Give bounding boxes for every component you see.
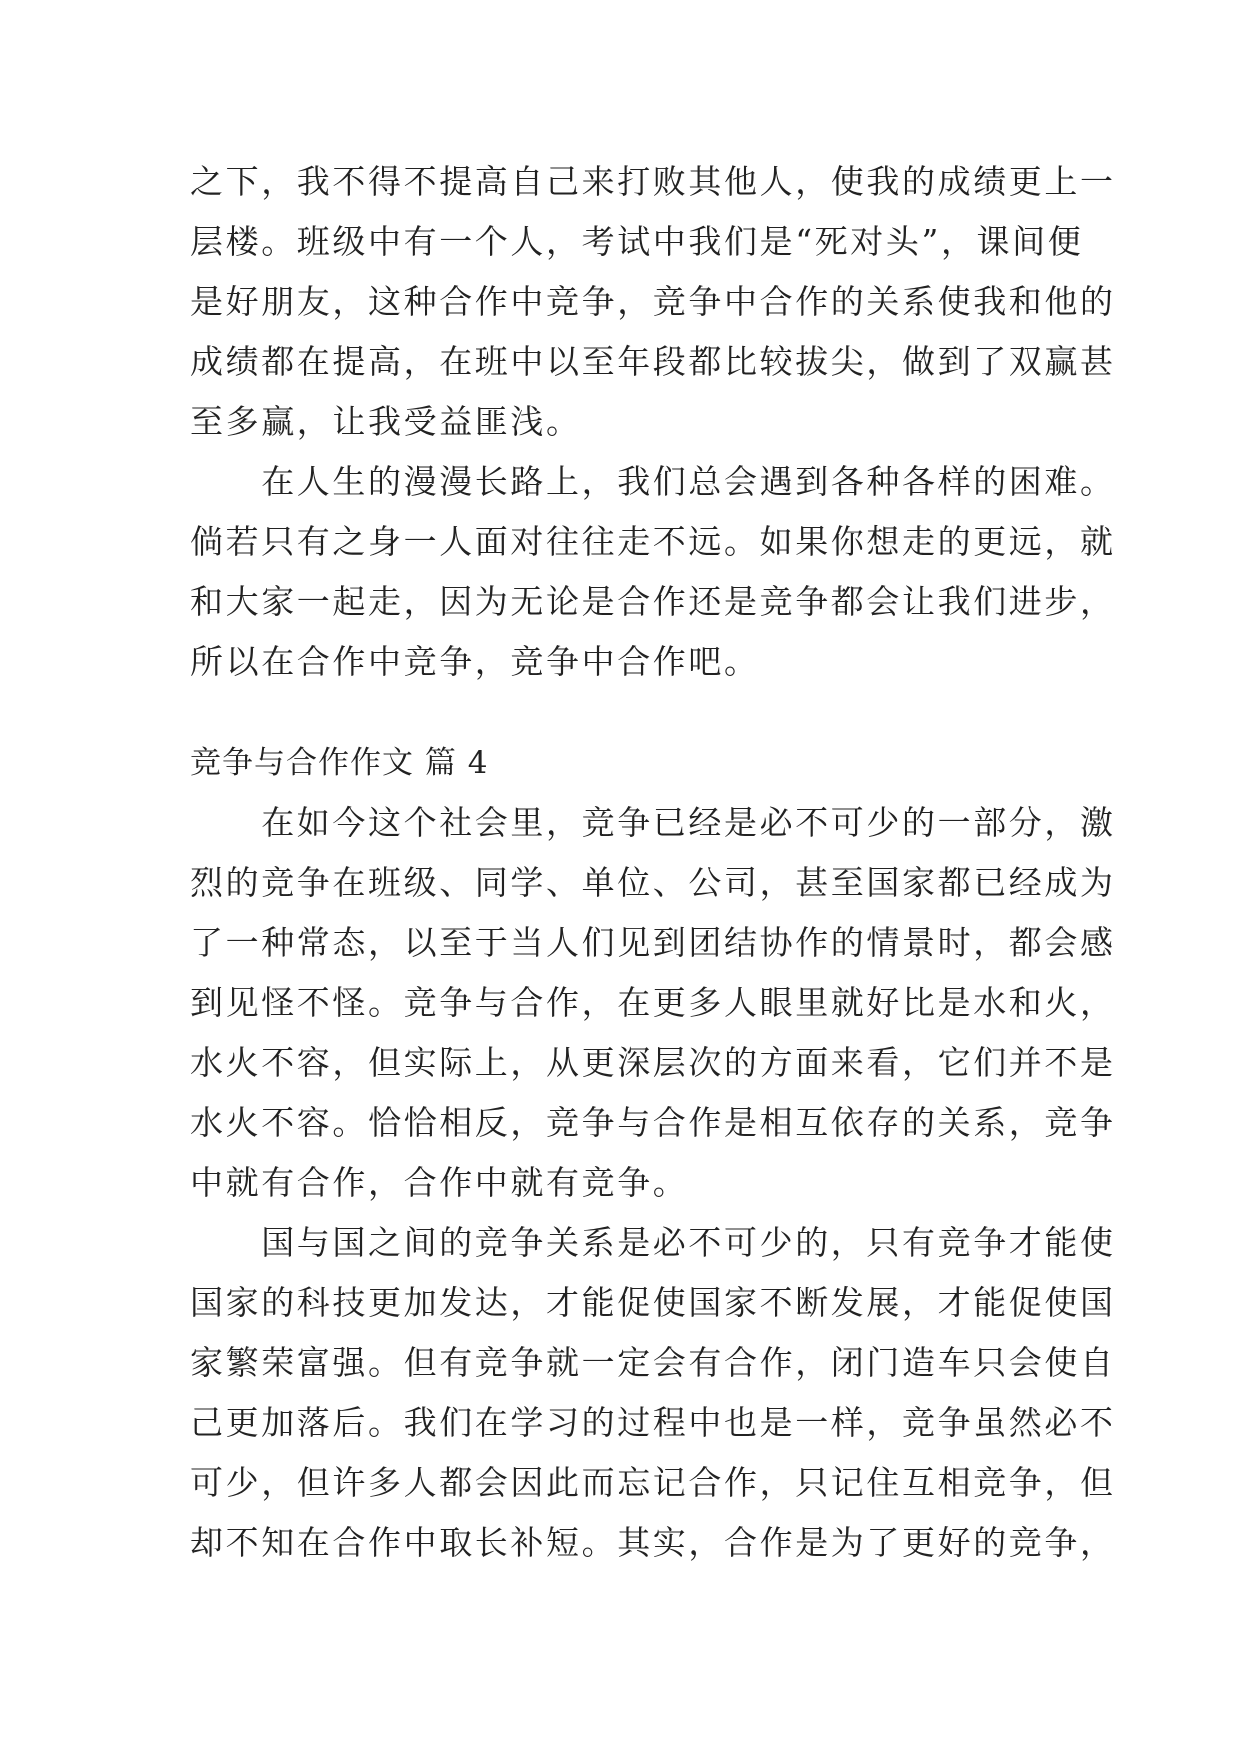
text-line: 倘若只有之身一人面对往往走不远。如果你想走的更远，就: [190, 522, 1116, 561]
text-line: 水火不容。恰恰相反，竞争与合作是相互依存的关系，竞争: [190, 1103, 1116, 1142]
text-line: 国家的科技更加发达，才能促使国家不断发展，才能促使国: [190, 1283, 1116, 1322]
text-line: 是好朋友，这种合作中竞争，竞争中合作的关系使我和他的: [190, 282, 1116, 321]
text-line: 层楼。班级中有一个人，考试中我们是“死对头”，课间便: [190, 222, 1084, 261]
text-line: 家繁荣富强。但有竞争就一定会有合作，闭门造车只会使自: [190, 1343, 1116, 1382]
text-line: 在如今这个社会里，竞争已经是必不可少的一部分，激: [190, 803, 1116, 842]
text-line: 中就有合作，合作中就有竞争。: [190, 1163, 689, 1202]
text-line: 烈的竞争在班级、同学、单位、公司，甚至国家都已经成为: [190, 863, 1116, 902]
section-heading: 竞争与合作作文 篇 4: [190, 745, 489, 781]
text-line: 在人生的漫漫长路上，我们总会遇到各种各样的困难。: [190, 462, 1116, 501]
text-line: 了一种常态，以至于当人们见到团结协作的情景时，都会感: [190, 923, 1116, 962]
text-line: 水火不容，但实际上，从更深层次的方面来看，它们并不是: [190, 1043, 1116, 1082]
text-line: 所以在合作中竞争，竞争中合作吧。: [190, 642, 760, 681]
text-line: 成绩都在提高，在班中以至年段都比较拔尖，做到了双赢甚: [190, 342, 1116, 381]
text-line: 到见怪不怪。竞争与合作，在更多人眼里就好比是水和火，: [190, 983, 1116, 1022]
paragraph-block-1: [190, 152, 1116, 692]
text-line: 和大家一起走，因为无论是合作还是竞争都会让我们进步，: [190, 582, 1116, 621]
text-line: 至多赢，让我受益匪浅。: [190, 402, 582, 441]
text-line: 可少，但许多人都会因此而忘记合作，只记住互相竞争，但: [190, 1463, 1116, 1502]
text-line: 国与国之间的竞争关系是必不可少的，只有竞争才能使: [190, 1223, 1116, 1262]
paragraph-block-2: [190, 793, 1116, 1573]
text-line: 之下，我不得不提高自己来打败其他人，使我的成绩更上一: [190, 162, 1116, 201]
text-line: 己更加落后。我们在学习的过程中也是一样，竞争虽然必不: [190, 1403, 1116, 1442]
text-line: 却不知在合作中取长补短。其实，合作是为了更好的竞争，: [190, 1523, 1116, 1562]
